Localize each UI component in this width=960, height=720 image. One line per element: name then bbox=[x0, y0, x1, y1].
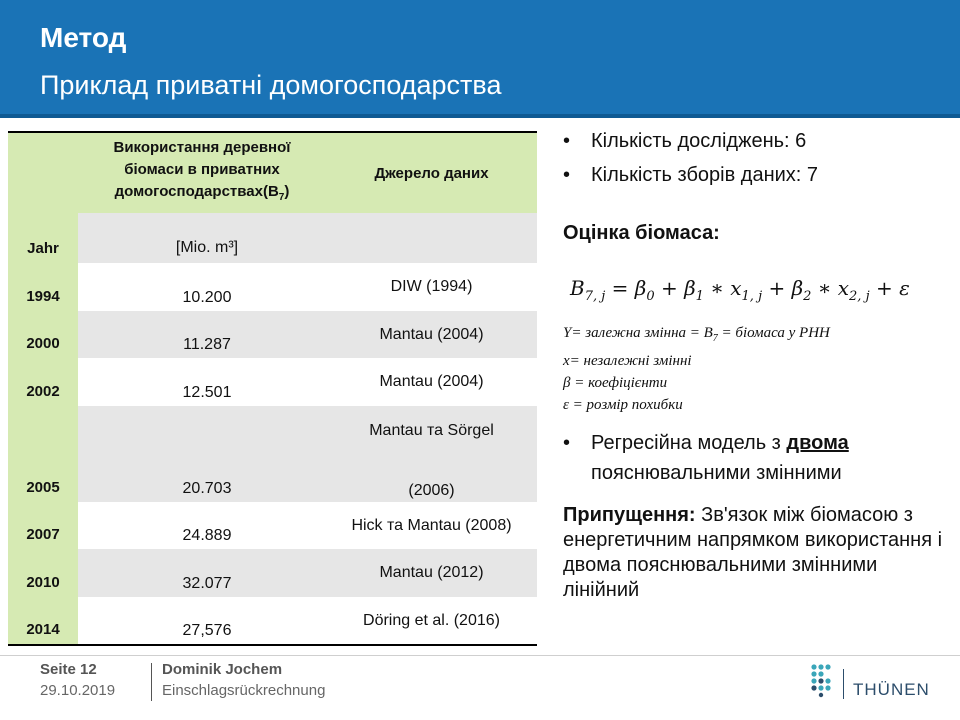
source-cell: Mantau (2004) bbox=[379, 325, 484, 343]
table-row bbox=[8, 502, 537, 549]
value-cell: 24.889 bbox=[182, 527, 232, 544]
header-cell-biomass: Використання деревної біомаси в приватних $домогосподарствах(B_7)$ bbox=[113, 139, 291, 203]
bullet-dot: • bbox=[563, 130, 571, 152]
value-cell: 27,576 bbox=[182, 622, 232, 639]
legend-beta: β = коефіцієнти bbox=[563, 375, 668, 391]
table-row bbox=[8, 263, 537, 311]
title-banner bbox=[0, 0, 960, 118]
year-cell: 2002 bbox=[8, 358, 78, 406]
header-cell-year bbox=[8, 133, 78, 213]
bullet-regression bbox=[563, 428, 943, 488]
table-row-unit bbox=[8, 213, 537, 263]
header-cell-source: Джерело даних bbox=[374, 164, 489, 182]
unit-label: [Mio. m³] bbox=[175, 239, 239, 256]
bullet-datasets bbox=[563, 164, 818, 187]
bullet-dot: • bbox=[563, 164, 571, 186]
table-row bbox=[8, 406, 537, 502]
footer-date: 29.10.2019 bbox=[40, 682, 116, 699]
bullet-text: Регресійна модель з двома пояснювальними змінними bbox=[591, 432, 849, 484]
assumption-label: Припущення: bbox=[563, 504, 696, 526]
source-line: (2006) bbox=[408, 482, 455, 499]
regression-formula: $B_{7, j} = \beta_0 + \beta_1$ ∗ $x_{1, j} + \beta_2$ ∗ $x_{2, j} + \varepsilon$ bbox=[570, 276, 910, 304]
bullet-text: Кількість досліджень: 6 bbox=[591, 130, 807, 152]
legend-epsilon: ε = розмір похибки bbox=[563, 397, 683, 413]
footer bbox=[0, 655, 960, 720]
bullet-dot: • bbox=[563, 432, 571, 454]
value-cell: 11.287 bbox=[183, 336, 231, 353]
logo-wordmark: THÜNEN bbox=[853, 680, 930, 699]
estimation-heading: Оцінка біомаса: bbox=[563, 222, 720, 244]
source-line: Mantau та Sörgel bbox=[369, 422, 494, 439]
source-cell bbox=[326, 406, 537, 502]
year-cell: 2005 bbox=[8, 406, 78, 502]
source-cell: Döring et al. (2016) bbox=[363, 611, 500, 629]
value-cell: 10.200 bbox=[182, 289, 232, 306]
year-cell: 2014 bbox=[8, 597, 78, 644]
biomass-table bbox=[8, 131, 537, 646]
footer-divider bbox=[0, 655, 960, 656]
formula-legend bbox=[563, 322, 830, 416]
year-label: Jahr bbox=[8, 213, 78, 263]
footer-separator bbox=[151, 663, 152, 701]
source-cell: Hick та Mantau (2008) bbox=[351, 516, 512, 534]
source-cell: Mantau (2004) bbox=[379, 373, 484, 390]
table-row bbox=[8, 549, 537, 597]
emphasis-two: двома bbox=[786, 432, 849, 454]
year-cell: 2007 bbox=[8, 502, 78, 549]
value-cell: 12.501 bbox=[182, 384, 232, 401]
value-cell: 32.077 bbox=[182, 575, 232, 592]
bullet-studies bbox=[563, 130, 806, 153]
year-cell: 1994 bbox=[8, 263, 78, 311]
year-cell: 2000 bbox=[8, 311, 78, 358]
table-row bbox=[8, 311, 537, 358]
value-cell: 20.703 bbox=[182, 480, 232, 497]
page-number: Seite 12 bbox=[40, 661, 97, 678]
banner-divider bbox=[0, 114, 960, 118]
year-cell: 2010 bbox=[8, 549, 78, 597]
footer-author: Dominik Jochem bbox=[162, 661, 283, 678]
slide-subtitle: Приклад приватні домогосподарства bbox=[40, 70, 502, 100]
table-row bbox=[8, 597, 537, 644]
assumption-text: Припущення: Зв'язок між біомасою з енергетичним напрямком використання і двома пояснювальними змінними лінійний bbox=[563, 504, 943, 601]
legend-x: x= незалежні змінні bbox=[563, 353, 692, 369]
legend-y: Y= залежна змінна = $B_7$ = біомаса у РНН bbox=[563, 325, 830, 344]
source-cell: DIW (1994) bbox=[390, 278, 473, 295]
table-header-row bbox=[8, 133, 537, 213]
footer-topic: Einschlagsrückrechnung bbox=[162, 682, 326, 699]
bullet-text: Кількість зборів даних: 7 bbox=[591, 164, 819, 186]
table-row bbox=[8, 358, 537, 406]
source-cell bbox=[326, 213, 537, 263]
slide-title: Метод bbox=[40, 22, 127, 53]
source-cell: Mantau (2012) bbox=[379, 564, 484, 581]
